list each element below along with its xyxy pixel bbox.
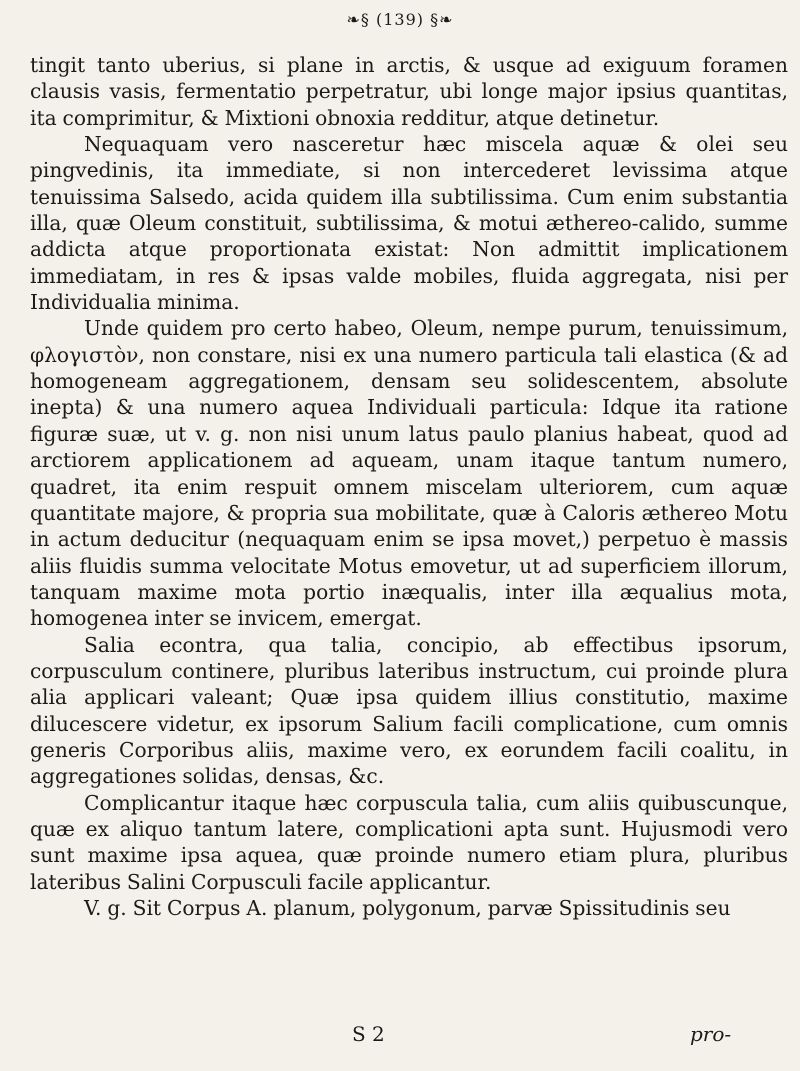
paragraph: Nequaquam vero nasceretur hæc miscela aquæ & olei seu pingvedinis, ita immediate, si non intercederet levissima atque tenuissima Salsedo, acida quidem illa subtilissima. Cum enim substantia illa, quæ Oleum constituit, subtilissima, & motui æthereo-calido, summe addicta atque proportionata existat: Non admittit implicationem immediatam, in res & ipsas valde mobiles, fluida aggregata, nisi per Individualia minima. [30,132,788,315]
page-number: (139) [375,10,425,29]
paragraph: V. g. Sit Corpus A. planum, polygonum, parvæ Spissitudinis seu [84,896,731,920]
page-header [0,10,800,29]
paragraph: tingit tanto uberius, si plane in arctis, & usque ad exiguum foramen clausis vasis, fermentatio perpetratur, ubi longe major ipsius quantitas, ita comprimitur, & Mixtioni obnoxia redditur, atque detinetur. [30,53,788,130]
catchword: pro- [690,1022,732,1046]
body-text [30,52,788,921]
paragraph: Unde quidem pro certo habeo, Oleum, nempe purum, tenuissimum, φλογιστὸν, non constare, nisi ex una numero particula tali elastica (& ad homogeneam aggregationem, densam seu solidescentem, absolute inepta) & una numero aquea Individuali particula: Idque ita ratione figuræ suæ, ut v. g. non nisi unum latus paulo planius habeat, quod ad arctiorem applicationem ad aqueam, unam itaque tantum numero, quadret, ita enim respuit omnem miscelam ulteriorem, cum aquæ quantitate majore, & propria sua mobilitate, quæ à Caloris æthereo Motu in actum deducitur (nequaquam enim se ipsa movet,) perpetuo è massis aliis fluidis summa velocitate Motus emovetur, ut ad superficiem illorum, tanquam maxime mota portio inæqualis, inter illa æqualius mota, homogenea inter se invicem, emergat. [30,316,788,631]
left-ornament-icon: ❧§ [346,10,370,29]
paragraph: Complicantur itaque hæc corpuscula talia, cum aliis quibuscunque, quæ ex aliquo tantum latere, complicationi apta sunt. Hujusmodi vero sunt maxime ipsa aquea, quæ proinde numero etiam plura, pluribus lateribus Salini Corpusculi facile applicantur. [30,790,788,894]
signature-mark: S 2 [352,1022,385,1046]
right-ornament-icon: §❧ [430,10,454,29]
paragraph: Salia econtra, qua talia, concipio, ab effectibus ipsorum, corpusculum continere, pluribus lateribus instructum, cui proinde plura alia applicari valeant; Quæ ipsa quidem illius constitutio, maxime dilucescere videtur, ex ipsorum Salium facili complicatione, cum omnis generis Corporibus aliis, maxime vero, ex eorundem facili coalitu, in aggregationes solidas, densas, &c. [30,632,788,789]
